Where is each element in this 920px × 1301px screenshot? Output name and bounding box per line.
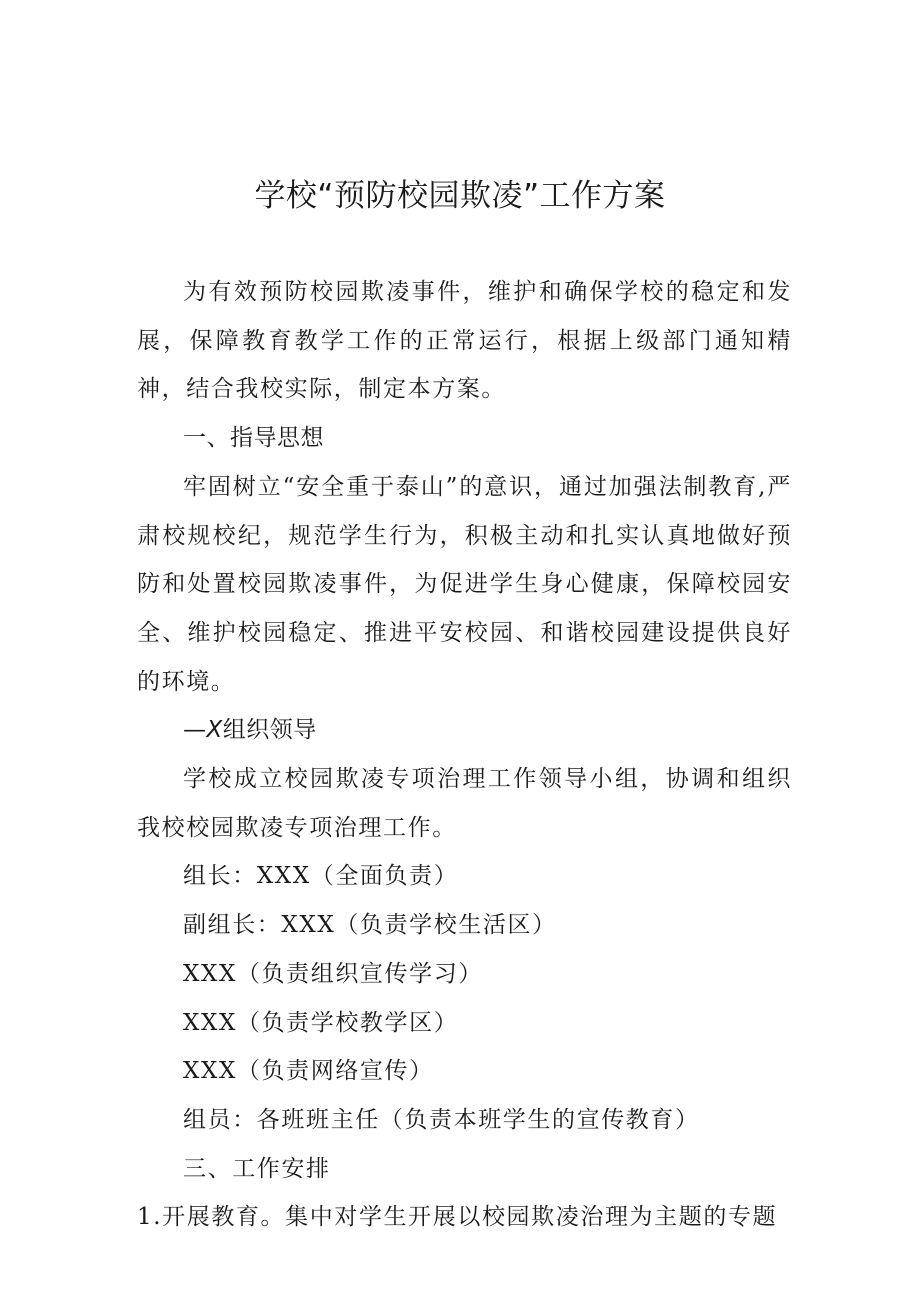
- member-line-deputy: 副组长：XXX（负责学校生活区）: [183, 912, 557, 939]
- section2-heading: [137, 706, 792, 755]
- member-line-network: XXX（负责网络宣传）: [183, 1058, 434, 1085]
- member-line-teaching: XXX（负责学校教学区）: [183, 1009, 459, 1036]
- section1-paragraph: 牢固树立“安全重于泰山”的意识，通过加强法制教育,严肃校规校纪，规范学生行为，积极主动和扎实认真地做好预防和处置校园欺凌事件，为促进学生身心健康，保障校园安全、维护校园稳定、推进平安校园、和谐校园建设提供良好的环境。: [137, 473, 792, 695]
- section3-item1: 1.开展教育。集中对学生开展以校园欺凌治理为主题的专题: [137, 1204, 778, 1231]
- member-line-publicity: XXX（负责组织宣传学习）: [183, 960, 483, 987]
- document-body: [137, 268, 792, 1242]
- section2-paragraph: 学校成立校园欺凌专项治理工作领导小组，协调和组织我校校园欺凌专项治理工作。: [137, 766, 792, 841]
- member-line-leader: 组长：XXX（全面负责）: [183, 863, 459, 890]
- section2-heading-x: X: [206, 717, 223, 744]
- intro-paragraph: 为有效预防校园欺凌事件，维护和确保学校的稳定和发展，保障教育教学工作的正常运行，根据上级部门通知精神，结合我校实际，制定本方案。: [137, 279, 792, 403]
- section3-heading: 三、工作安排: [183, 1155, 331, 1182]
- section2-heading-prefix: —: [183, 717, 207, 744]
- document-title: 学校“预防校园欺凌”工作方案: [254, 178, 666, 214]
- section1-heading: 一、指导思想: [183, 425, 324, 452]
- section2-heading-rest: 组织领导: [222, 717, 317, 744]
- member-line-members: 组员：各班班主任（负责本班学生的宣传教育）: [183, 1106, 700, 1133]
